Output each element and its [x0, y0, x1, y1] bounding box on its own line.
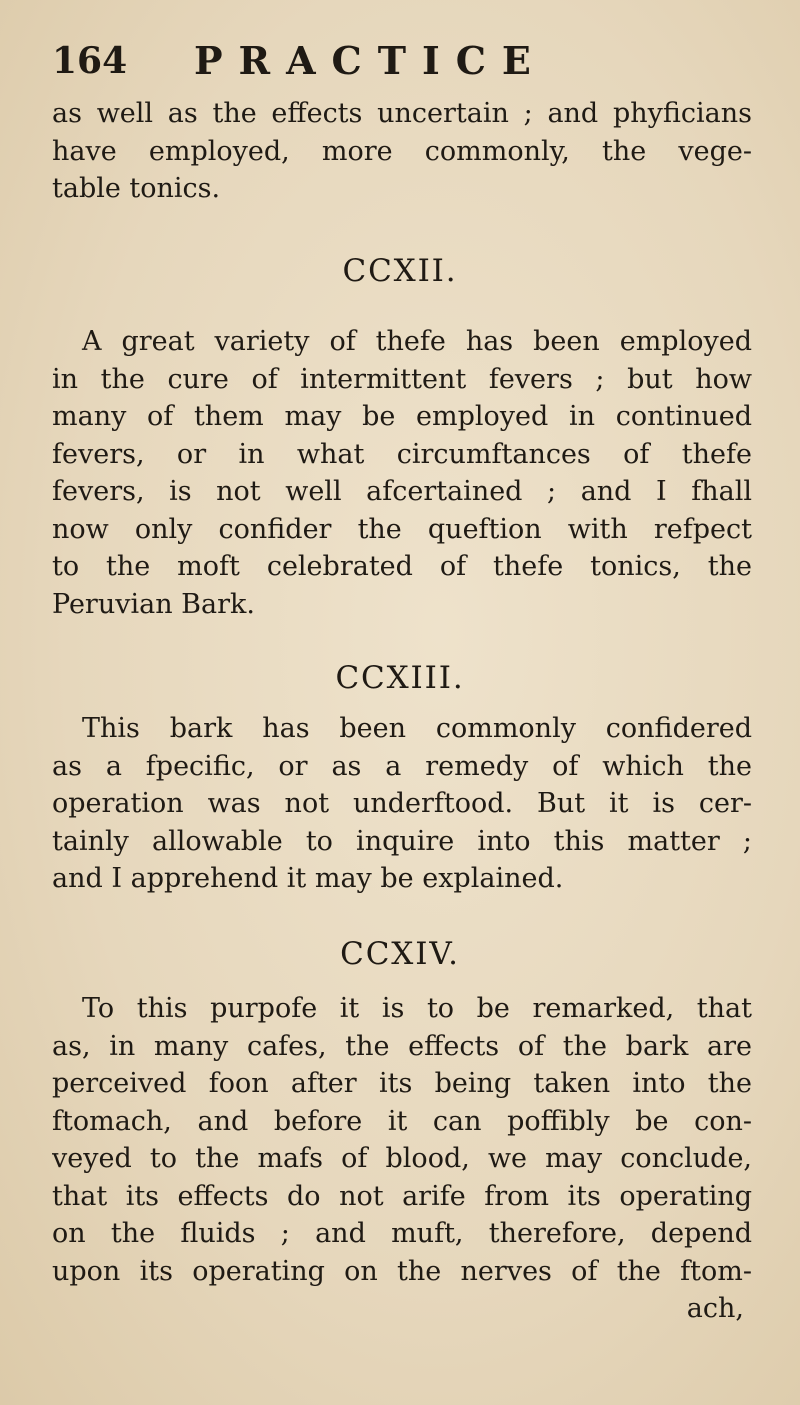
text-line: operation was not underftood. But it is cer- [52, 788, 752, 819]
section-heading-ccxii: CCXII. [342, 253, 458, 289]
text-line: This bark has been commonly confidered [82, 713, 752, 744]
running-head: PRACTICE [194, 38, 547, 83]
page-header [52, 36, 750, 86]
section-heading-ccxiv: CCXIV. [340, 936, 460, 972]
text-line: have employed, more commonly, the vege- [52, 135, 752, 167]
text-line: to the moft celebrated of thefe tonics, the [52, 551, 752, 582]
text-line: and I apprehend it may be explained. [52, 863, 564, 894]
text-line: perceived foon after its being taken into the [52, 1068, 752, 1099]
text-line: Peruvian Bark. [52, 588, 255, 620]
text-line: To this purpofe it is to be remarked, that [82, 993, 752, 1024]
text-line: as a fpecific, or as a remedy of which the [52, 750, 752, 782]
text-line: ftomach, and before it can poffibly be con- [52, 1105, 752, 1137]
text-line: in the cure of intermittent fevers ; but how [52, 363, 752, 395]
continuation-paragraph [52, 95, 752, 208]
section-heading-ccxiii: CCXIII. [335, 660, 465, 696]
text-line: upon its operating on the nerves of the ftom- [52, 1255, 752, 1287]
page-number: 164 [52, 40, 128, 82]
section-paragraph-ccxiv [52, 990, 752, 1328]
text-line: on the fluids ; and muft, therefore, depend [52, 1218, 752, 1249]
section-paragraph-ccxii [52, 323, 752, 623]
text-line: fevers, is not well afcertained ; and I fhall [52, 476, 752, 507]
section-paragraph-ccxiii [52, 710, 752, 898]
text-line: fevers, or in what circumftances of thefe [52, 438, 752, 470]
text-line: veyed to the mafs of blood, we may conclude, [52, 1143, 752, 1174]
text-line: many of them may be employed in continued [52, 401, 752, 432]
text-line: A great variety of thefe has been employed [82, 326, 752, 357]
text-line: as well as the effects uncertain ; and phyficians [52, 98, 752, 129]
catchword: ach, [686, 1293, 744, 1324]
text-line: that its effects do not arife from its operating [52, 1180, 752, 1212]
text-line: tainly allowable to inquire into this matter ; [52, 825, 752, 857]
text-line: table tonics. [52, 173, 221, 204]
text-line: as, in many cafes, the effects of the bark are [52, 1030, 752, 1062]
text-line: now only confider the queftion with refpect [52, 513, 752, 545]
